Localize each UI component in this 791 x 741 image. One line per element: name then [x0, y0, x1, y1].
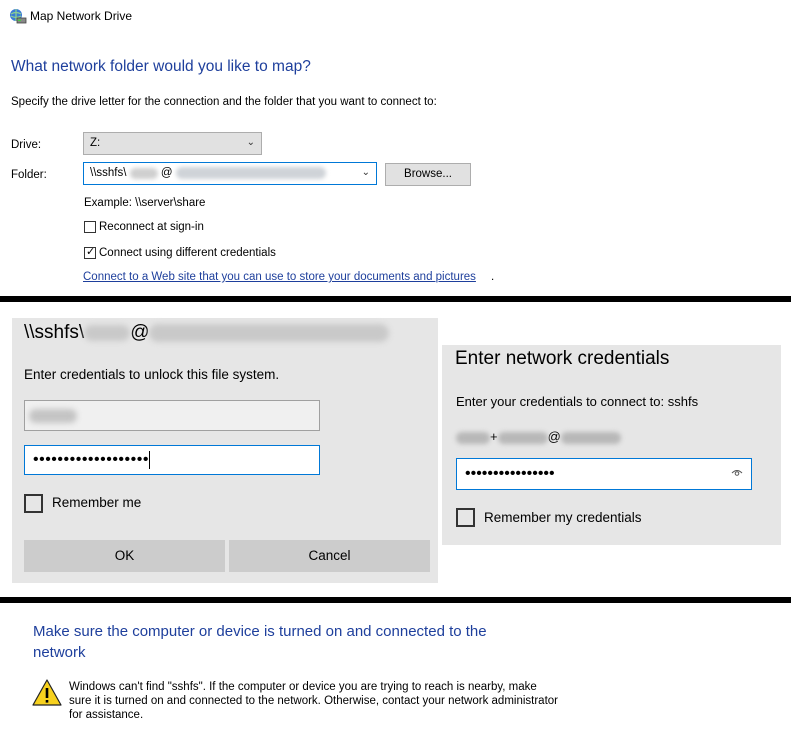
reconnect-label[interactable]: Reconnect at sign-in — [99, 221, 204, 233]
redacted-host — [149, 324, 389, 342]
credentials-password-mask: •••••••••••••••• — [465, 465, 555, 482]
credentials-password-field[interactable] — [456, 458, 752, 490]
credentials-user-at: @ — [547, 429, 561, 444]
remember-me-checkbox[interactable] — [24, 494, 43, 513]
remember-me-label[interactable]: Remember me — [52, 495, 142, 510]
folder-value-prefix: \\sshfs\ — [90, 167, 127, 180]
web-link-period: . — [491, 271, 495, 283]
unlock-username-field[interactable] — [24, 400, 320, 431]
credentials-user-plus: + — [490, 429, 498, 444]
ok-button[interactable]: OK — [24, 540, 225, 572]
folder-value-at: @ — [160, 167, 173, 180]
credentials-username — [456, 429, 621, 444]
unlock-password-field[interactable] — [24, 445, 320, 475]
redacted-host — [561, 432, 621, 444]
drive-select-value: Z: — [90, 137, 101, 149]
chevron-down-icon: ⌄ — [246, 137, 255, 148]
instructions-text: Specify the drive letter for the connection and the folder that you want to connect to: — [11, 96, 437, 108]
credentials-prompt: Enter your credentials to connect to: sshfs — [456, 394, 699, 409]
remember-credentials-label[interactable]: Remember my credentials — [484, 510, 642, 525]
network-drive-icon — [9, 8, 27, 24]
reconnect-checkbox[interactable] — [84, 221, 96, 233]
separator — [0, 296, 791, 302]
error-heading: Make sure the computer or device is turned on and connected to the network — [33, 623, 487, 661]
error-message: Windows can't find "sshfs". If the computer or device you are trying to reach is nearby, make sure it is turned on and connected to the network. Otherwise, contact your network administrator for assistance. — [69, 681, 558, 721]
unlock-prompt: Enter credentials to unlock this file system. — [24, 367, 280, 382]
redacted-username — [84, 325, 130, 341]
unlock-path-at: @ — [130, 322, 150, 343]
warning-icon — [32, 678, 62, 708]
unlock-path-prefix: \\sshfs\ — [24, 322, 85, 343]
window-title: Map Network Drive — [30, 9, 133, 23]
separator — [0, 597, 791, 603]
different-credentials-label[interactable]: Connect using different credentials — [99, 247, 276, 259]
redacted-username — [29, 409, 77, 423]
chevron-down-icon[interactable]: ⌄ — [361, 167, 370, 178]
cancel-button[interactable]: Cancel — [229, 540, 430, 572]
page-heading: What network folder would you like to map? — [11, 58, 311, 75]
example-text: Example: \\server\share — [84, 197, 206, 209]
folder-label: Folder: — [11, 169, 47, 181]
browse-button[interactable]: Browse... — [385, 163, 471, 186]
drive-label: Drive: — [11, 139, 42, 151]
web-site-link[interactable]: Connect to a Web site that you can use to store your documents and pictures — [83, 271, 476, 283]
redacted-user-part — [498, 432, 548, 444]
remember-credentials-checkbox[interactable] — [456, 508, 475, 527]
redacted-user-part — [456, 432, 490, 444]
reveal-password-icon[interactable] — [731, 468, 743, 478]
folder-combobox[interactable] — [83, 162, 377, 185]
drive-select[interactable] — [83, 132, 262, 155]
credentials-title: Enter network credentials — [455, 348, 670, 369]
redacted-username — [130, 168, 158, 179]
different-credentials-checkbox[interactable] — [84, 247, 96, 259]
unlock-password-mask: ••••••••••••••••••• — [33, 451, 149, 469]
redacted-host — [176, 167, 326, 179]
unlock-path — [24, 322, 389, 344]
text-cursor — [149, 451, 150, 469]
